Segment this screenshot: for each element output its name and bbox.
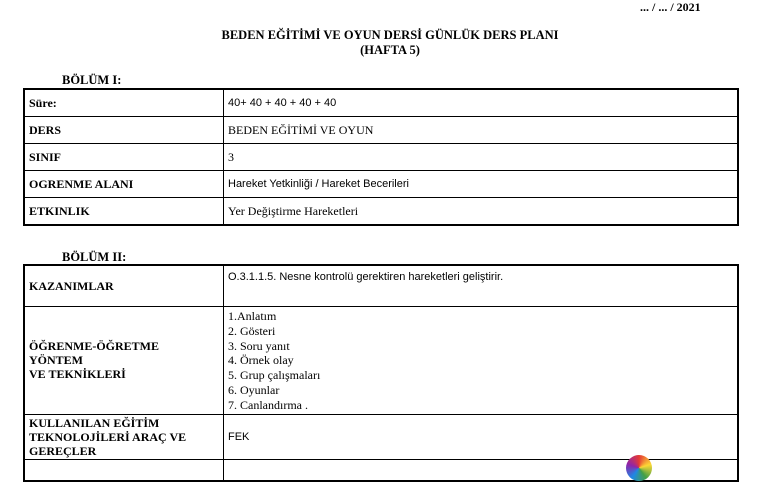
yontem-label-line-3: VE TEKNİKLERİ [29,367,126,382]
row-label: SINIF [24,144,224,171]
row-value: Hareket Yetkinliği / Hareket Becerileri [224,171,739,198]
table-row [24,307,738,415]
section-2-heading: BÖLÜM II: [62,250,127,264]
table-row [24,89,738,117]
title-line-2: (HAFTA 5) [360,43,420,57]
row-value: BEDEN EĞİTİMİ VE OYUN [224,117,739,144]
row-label: ETKINLIK [24,198,224,226]
araclar-label-line-1: KULLANILAN EĞİTİM [29,415,160,430]
kazanimlar-label: KAZANIMLAR [24,265,224,307]
row-label: OGRENME ALANI [24,171,224,198]
list-item: 5. Grup çalışmaları [228,368,321,383]
section-1-table [23,88,739,226]
title-line-1: BEDEN EĞİTİMİ VE OYUN DERSİ GÜNLÜK DERS PLANI [221,28,559,42]
table-row [24,198,738,226]
row-value: 3 [224,144,739,171]
row-label: DERS [24,117,224,144]
yontem-label-line-2: YÖNTEM [29,353,83,368]
row-label: Süre: [24,89,224,117]
table-row [24,265,738,307]
section-2-table [23,264,739,482]
yontem-label [24,307,224,415]
row-value: 40+ 40 + 40 + 40 + 40 [224,89,739,117]
row-value: Yer Değiştirme Hareketleri [224,198,739,226]
list-item: 3. Soru yanıt [228,338,290,353]
kazanimlar-value: O.3.1.1.5. Nesne kontrolü gerektiren hareketleri geliştirir. [224,265,739,307]
section-1-heading: BÖLÜM I: [62,73,122,87]
table-row [24,117,738,144]
list-item: 7. Canlandırma . [228,397,308,412]
date-field: ... / ... / 2021 [640,0,701,14]
araclar-label [24,414,224,459]
document-title [0,28,780,58]
yontem-label-line-1: ÖĞRENME-ÖĞRETME [29,339,160,354]
yontem-list [224,307,739,415]
araclar-label-line-3: GEREÇLER [29,443,97,458]
list-item: 2. Gösteri [228,323,276,338]
table-row [24,414,738,459]
list-item: 4. Örnek olay [228,353,294,368]
table-row [24,171,738,198]
araclar-label-line-2: TEKNOLOJİLERİ ARAÇ VE [29,429,187,444]
list-item: 1.Anlatım [228,309,277,323]
table-row [24,144,738,171]
list-item: 6. Oyunlar [228,382,280,397]
colorful-logo-icon [626,455,652,481]
araclar-value: FEK [224,414,739,459]
